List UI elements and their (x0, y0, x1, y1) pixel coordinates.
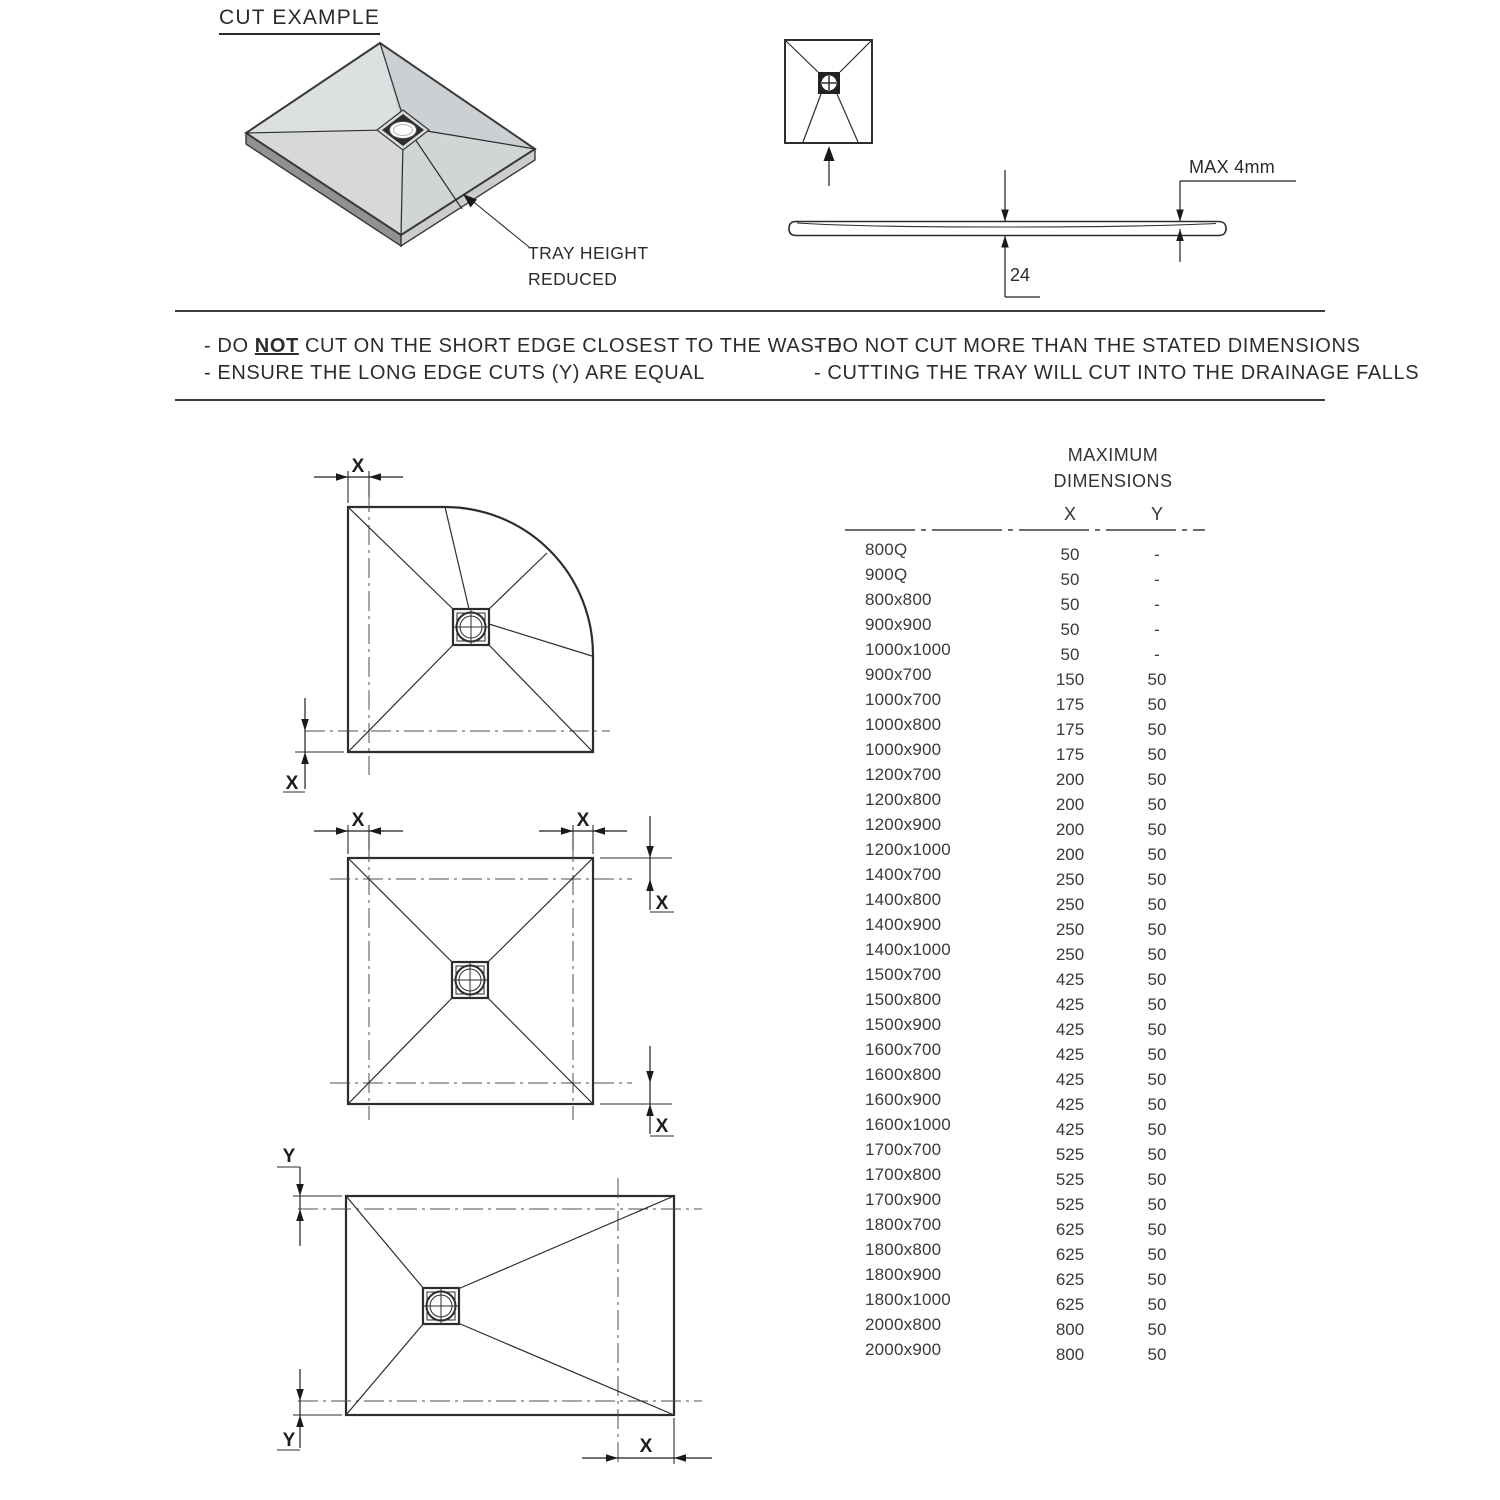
max-x-value: 250 (1055, 945, 1085, 964)
table-row (845, 788, 1225, 813)
cut-example-artwork (0, 0, 1500, 312)
tray-size-label: 1500x800 (865, 990, 942, 1009)
max-x-value: 175 (1055, 695, 1085, 714)
table-row (845, 838, 1225, 863)
notes-left (204, 333, 841, 387)
table-row (845, 1288, 1225, 1313)
max-y-value: 50 (1147, 945, 1167, 964)
dim-label-x: X (351, 456, 365, 477)
tray-size-label: 1400x800 (865, 890, 942, 909)
max-y-value: 50 (1147, 845, 1167, 864)
max-y-value: - (1154, 545, 1160, 564)
tray-size-label: 900Q (865, 565, 908, 584)
max-x-value: 150 (1055, 670, 1085, 689)
max-y-value: 50 (1147, 695, 1167, 714)
dimension-top-x (314, 456, 403, 503)
table-row (845, 863, 1225, 888)
square-tray-drawing (270, 800, 700, 1165)
max-y-value: 50 (1147, 920, 1167, 939)
max-x-value: 200 (1055, 845, 1085, 864)
tray-size-label: 1400x900 (865, 915, 942, 934)
max-x-value: 250 (1055, 920, 1085, 939)
note-line: - ENSURE THE LONG EDGE CUTS (Y) ARE EQUAL (204, 362, 705, 384)
plan-view-drawing (785, 40, 872, 186)
max-y-value: 50 (1147, 1270, 1167, 1289)
tray-size-label: 1000x1000 (865, 640, 951, 659)
table-row (845, 888, 1225, 913)
max-y-value: 50 (1147, 1295, 1167, 1314)
tray-size-label: 1800x800 (865, 1240, 942, 1259)
table-row (845, 688, 1225, 713)
divider-top (175, 310, 1325, 312)
max-x-value: 425 (1055, 1095, 1085, 1114)
max-x-value: 175 (1055, 745, 1085, 764)
table-row (845, 1138, 1225, 1163)
table-row (845, 1113, 1225, 1138)
max-x-value: 625 (1055, 1295, 1085, 1314)
max-x-value: 425 (1055, 1020, 1085, 1039)
max-x-value: 425 (1055, 1070, 1085, 1089)
max-fall-label: MAX 4mm (1189, 157, 1276, 177)
tray-size-label: 1600x700 (865, 1040, 942, 1059)
waste-drain-icon (452, 962, 488, 998)
max-y-value: 50 (1147, 870, 1167, 889)
max-y-value: 50 (1147, 720, 1167, 739)
tray-size-label: 2000x900 (865, 1340, 942, 1359)
table-row (845, 763, 1225, 788)
max-x-value: 200 (1055, 770, 1085, 789)
tray-size-label: 1400x1000 (865, 940, 951, 959)
dimension-bottom-right-x (582, 1418, 712, 1464)
note-line: - CUTTING THE TRAY WILL CUT INTO THE DRAINAGE FALLS (814, 362, 1420, 384)
max-y-value: 50 (1147, 670, 1167, 689)
tray-size-label: 1600x1000 (865, 1115, 951, 1134)
max-y-value: 50 (1147, 1070, 1167, 1089)
max-y-value: 50 (1147, 1245, 1167, 1264)
dim-label-x: X (576, 810, 590, 831)
max-y-value: 50 (1147, 1120, 1167, 1139)
table-row (845, 813, 1225, 838)
max-y-value: 50 (1147, 1045, 1167, 1064)
max-x-value: 50 (1060, 570, 1080, 589)
table-row (845, 1163, 1225, 1188)
cut-edge-arrow (824, 146, 835, 186)
table-header-rule (845, 528, 1207, 532)
tray-height-reduced-label: TRAY HEIGHT REDUCED (528, 243, 649, 289)
not-emphasis: NOT (254, 335, 299, 357)
max-y-value: 50 (1147, 1145, 1167, 1164)
tray-size-label: 1200x900 (865, 815, 942, 834)
tray-height-leader (463, 194, 529, 247)
max-x-value: 50 (1060, 645, 1080, 664)
max-x-value: 200 (1055, 795, 1085, 814)
tray-size-label: 1500x700 (865, 965, 942, 984)
tray-size-label: 1200x1000 (865, 840, 951, 859)
isometric-tray-drawing (246, 43, 535, 247)
waste-drain-icon (453, 609, 489, 645)
table-row (845, 913, 1225, 938)
max-x-value: 200 (1055, 820, 1085, 839)
dimension-top-left-y (277, 1146, 342, 1246)
tray-size-label: 1200x800 (865, 790, 942, 809)
column-header-y: Y (1150, 504, 1163, 524)
tray-size-label: 900x900 (865, 615, 932, 634)
table-row (845, 1313, 1225, 1338)
column-header-x: X (1063, 504, 1076, 524)
table-row (845, 1038, 1225, 1063)
max-y-value: 50 (1147, 995, 1167, 1014)
max-x-value: 175 (1055, 720, 1085, 739)
max-x-value: 800 (1055, 1320, 1085, 1339)
max-y-value: 50 (1147, 770, 1167, 789)
max-x-value: 625 (1055, 1270, 1085, 1289)
max-x-value: 250 (1055, 870, 1085, 889)
max-x-value: 425 (1055, 995, 1085, 1014)
table-row (845, 1213, 1225, 1238)
tray-size-label: 1000x700 (865, 690, 942, 709)
dim-label-x: X (285, 773, 299, 794)
table-row (845, 988, 1225, 1013)
tray-size-label: 800x800 (865, 590, 932, 609)
max-x-value: 625 (1055, 1220, 1085, 1239)
table-row (845, 563, 1225, 588)
table-row (845, 1238, 1225, 1263)
table-row (845, 713, 1225, 738)
table-row (845, 1088, 1225, 1113)
dim-label-x: X (639, 1436, 653, 1457)
waste-drain-icon (423, 1288, 459, 1324)
tray-size-label: 900x700 (865, 665, 932, 684)
table-row (845, 1013, 1225, 1038)
max-x-value: 800 (1055, 1345, 1085, 1364)
max-x-value: 50 (1060, 620, 1080, 639)
table-row (845, 538, 1225, 563)
tray-size-label: 1600x900 (865, 1090, 942, 1109)
max-x-value: 525 (1055, 1145, 1085, 1164)
max-x-value: 525 (1055, 1170, 1085, 1189)
table-row (845, 588, 1225, 613)
tray-size-label: 1700x900 (865, 1190, 942, 1209)
max-y-value: 50 (1147, 1220, 1167, 1239)
table-row (845, 663, 1225, 688)
max-y-value: - (1154, 595, 1160, 614)
dim-label-y: Y (282, 1430, 296, 1451)
rectangular-tray-drawing (260, 1140, 740, 1485)
page-title: CUT EXAMPLE (219, 6, 380, 35)
dim-label-x: X (655, 1116, 669, 1137)
dimension-left-x (283, 698, 344, 794)
tray-size-label: 1500x900 (865, 1015, 942, 1034)
tray-size-label: 1800x700 (865, 1215, 942, 1234)
max-y-value: - (1154, 570, 1160, 589)
table-row (845, 613, 1225, 638)
table-row (845, 1338, 1225, 1363)
table-row (845, 1063, 1225, 1088)
tray-size-label: 1000x900 (865, 740, 942, 759)
max-y-value: 50 (1147, 1095, 1167, 1114)
table-row (845, 938, 1225, 963)
max-y-value: 50 (1147, 1320, 1167, 1339)
max-y-value: 50 (1147, 1345, 1167, 1364)
max-y-value: 50 (1147, 745, 1167, 764)
thickness-label: 24 (1010, 265, 1031, 285)
max-y-value: 50 (1147, 1195, 1167, 1214)
max-x-value: 425 (1055, 1120, 1085, 1139)
table-rows (845, 538, 1225, 1363)
dimension-right-bottom-x (600, 1046, 674, 1137)
plan-drain-icon (818, 72, 840, 94)
tray-size-label: 800Q (865, 540, 908, 559)
note-line: - DO NOT CUT ON THE SHORT EDGE CLOSEST TO THE WASTE (204, 335, 842, 357)
dimension-top-left-x (314, 810, 403, 854)
tray-size-label: 1600x800 (865, 1065, 942, 1084)
max-y-value: 50 (1147, 970, 1167, 989)
max-x-value: 625 (1055, 1245, 1085, 1264)
tray-size-label: 1800x1000 (865, 1290, 951, 1309)
dimension-bottom-left-y (277, 1369, 342, 1451)
dimension-top-right-x (539, 810, 627, 854)
max-x-value: 50 (1060, 595, 1080, 614)
divider-bottom (175, 399, 1325, 401)
dim-label-y: Y (282, 1146, 296, 1167)
table-row (845, 963, 1225, 988)
dim-label-x: X (351, 810, 365, 831)
max-y-value: 50 (1147, 895, 1167, 914)
max-y-value: 50 (1147, 1020, 1167, 1039)
note-line: - DO NOT CUT MORE THAN THE STATED DIMENSIONS (814, 335, 1361, 357)
table-row (845, 738, 1225, 763)
quadrant-tray-drawing (270, 445, 690, 807)
table-row (845, 1188, 1225, 1213)
max-x-value: 525 (1055, 1195, 1085, 1214)
tray-size-label: 1800x900 (865, 1265, 942, 1284)
max-x-value: 250 (1055, 895, 1085, 914)
max-x-value: 425 (1055, 1045, 1085, 1064)
max-x-value: 425 (1055, 970, 1085, 989)
tray-size-label: 1400x700 (865, 865, 942, 884)
profile-view-drawing (789, 170, 1296, 297)
max-y-value: 50 (1147, 1170, 1167, 1189)
tray-size-label: 1700x800 (865, 1165, 942, 1184)
max-y-value: - (1154, 645, 1160, 664)
dim-label-x: X (655, 893, 669, 914)
max-y-value: 50 (1147, 795, 1167, 814)
tray-size-label: 1700x700 (865, 1140, 942, 1159)
max-y-value: - (1154, 620, 1160, 639)
tray-size-label: 1000x800 (865, 715, 942, 734)
notes-right (814, 333, 1419, 387)
tray-size-label: 2000x800 (865, 1315, 942, 1334)
max-x-value: 50 (1060, 545, 1080, 564)
table-title: MAXIMUM DIMENSIONS (1053, 445, 1173, 491)
table-row (845, 638, 1225, 663)
table-row (845, 1263, 1225, 1288)
tray-size-label: 1200x700 (865, 765, 942, 784)
max-y-value: 50 (1147, 820, 1167, 839)
